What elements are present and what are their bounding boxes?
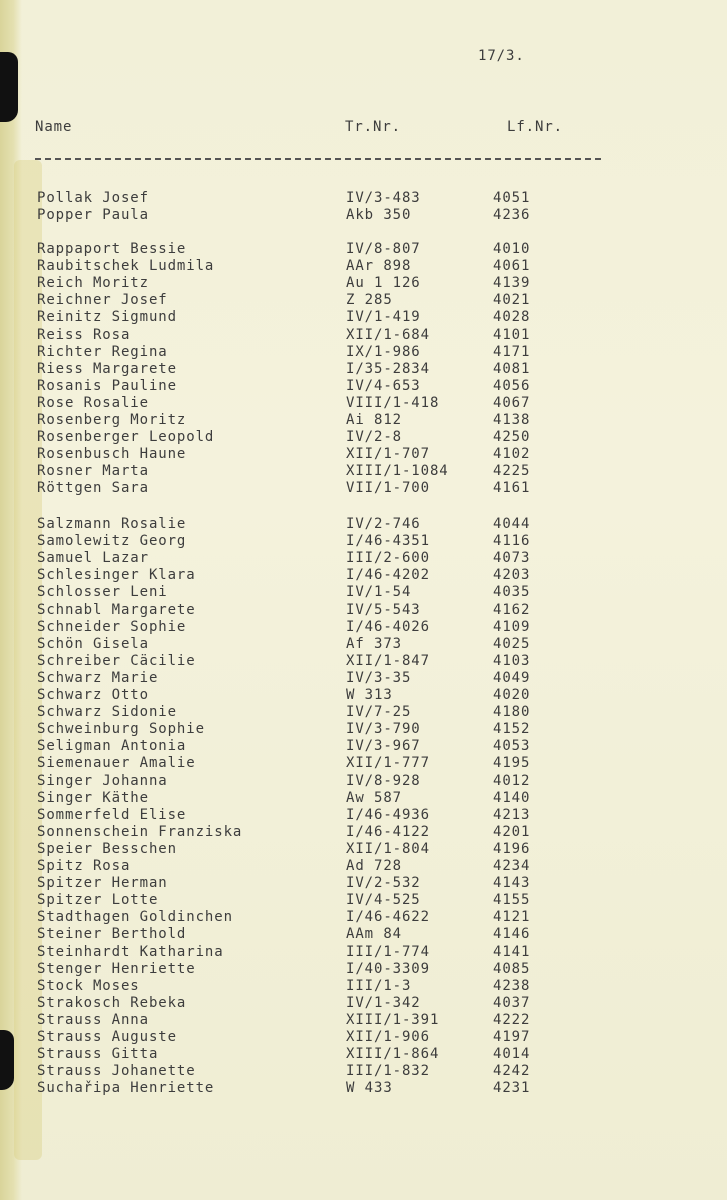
cell-lf-nr: 4155 bbox=[493, 892, 531, 909]
cell-name: Samuel Lazar bbox=[37, 550, 149, 567]
cell-name: Rappaport Bessie bbox=[37, 241, 187, 257]
cell-name: Schlesinger Klara bbox=[37, 567, 196, 584]
cell-lf-nr: 4101 bbox=[493, 326, 531, 343]
cell-name: Steinhardt Katharina bbox=[37, 943, 224, 960]
cell-tr-nr: IV/5-543 bbox=[346, 601, 421, 618]
table-row bbox=[0, 292, 727, 309]
table-row bbox=[0, 824, 727, 841]
cell-name: Schwarz Sidonie bbox=[37, 704, 177, 721]
cell-tr-nr: IV/4-653 bbox=[346, 377, 421, 394]
cell-name: Riess Margarete bbox=[37, 360, 177, 377]
table-row bbox=[0, 892, 727, 909]
cell-tr-nr: Akb 350 bbox=[346, 207, 412, 224]
cell-name: Schwarz Otto bbox=[37, 687, 149, 703]
cell-lf-nr: 4197 bbox=[493, 1029, 531, 1045]
table-row bbox=[0, 241, 727, 258]
cell-lf-nr: 4180 bbox=[493, 704, 531, 721]
table-row bbox=[0, 653, 727, 670]
cell-tr-nr: W 433 bbox=[346, 1080, 393, 1097]
cell-name: Rosenbusch Haune bbox=[37, 446, 187, 463]
cell-tr-nr: IV/2-8 bbox=[346, 429, 402, 446]
cell-name: Speier Besschen bbox=[37, 840, 177, 857]
table-row bbox=[0, 361, 727, 378]
cell-lf-nr: 4021 bbox=[493, 292, 531, 309]
cell-name: Rosanis Pauline bbox=[37, 377, 177, 394]
cell-name: Steiner Berthold bbox=[37, 926, 187, 943]
column-header-name: Name bbox=[35, 119, 73, 135]
table-row bbox=[0, 909, 727, 926]
cell-name: Samolewitz Georg bbox=[37, 533, 187, 550]
cell-tr-nr: XII/1-777 bbox=[346, 755, 430, 772]
binder-hole-top bbox=[0, 52, 18, 122]
cell-tr-nr: VII/1-700 bbox=[346, 480, 430, 497]
cell-tr-nr: IV/1-54 bbox=[346, 584, 412, 601]
cell-lf-nr: 4138 bbox=[493, 412, 531, 428]
table-row bbox=[0, 1012, 727, 1029]
cell-tr-nr: XIII/1-864 bbox=[346, 1046, 440, 1063]
table-row bbox=[0, 207, 727, 224]
cell-lf-nr: 4231 bbox=[493, 1080, 531, 1097]
cell-tr-nr: III/2-600 bbox=[346, 550, 430, 567]
cell-name: Schneider Sophie bbox=[37, 618, 187, 635]
table-row bbox=[0, 773, 727, 790]
cell-lf-nr: 4109 bbox=[493, 618, 531, 635]
cell-tr-nr: XII/1-707 bbox=[346, 446, 430, 463]
cell-tr-nr: W 313 bbox=[346, 687, 393, 703]
table-row bbox=[0, 412, 727, 429]
table-row bbox=[0, 1029, 727, 1046]
cell-name: Salzmann Rosalie bbox=[37, 516, 187, 532]
cell-lf-nr: 4238 bbox=[493, 977, 531, 994]
cell-name: Singer Käthe bbox=[37, 789, 149, 806]
table-row bbox=[0, 463, 727, 480]
cell-name: Sommerfeld Elise bbox=[37, 806, 187, 823]
table-row bbox=[0, 258, 727, 275]
cell-lf-nr: 4085 bbox=[493, 960, 531, 977]
table-row bbox=[0, 926, 727, 943]
cell-lf-nr: 4044 bbox=[493, 516, 531, 532]
table-row bbox=[0, 567, 727, 584]
cell-name: Stadthagen Goldinchen bbox=[37, 909, 233, 926]
column-header-lf-nr: Lf.Nr. bbox=[507, 119, 563, 135]
cell-tr-nr: IX/1-986 bbox=[346, 343, 421, 360]
cell-name: Schnabl Margarete bbox=[37, 601, 196, 618]
table-row bbox=[0, 978, 727, 995]
cell-tr-nr: III/1-832 bbox=[346, 1063, 430, 1080]
cell-tr-nr: AAr 898 bbox=[346, 258, 412, 275]
cell-lf-nr: 4051 bbox=[493, 190, 531, 206]
table-row bbox=[0, 395, 727, 412]
table-row bbox=[0, 327, 727, 344]
cell-tr-nr: III/1-774 bbox=[346, 943, 430, 960]
cell-tr-nr: IV/4-525 bbox=[346, 892, 421, 909]
cell-tr-nr: IV/2-746 bbox=[346, 516, 421, 532]
cell-name: Rosner Marta bbox=[37, 463, 149, 480]
table-row bbox=[0, 378, 727, 395]
cell-tr-nr: IV/8-928 bbox=[346, 772, 421, 789]
table-row bbox=[0, 875, 727, 892]
cell-tr-nr: I/46-4936 bbox=[346, 806, 430, 823]
cell-name: Siemenauer Amalie bbox=[37, 755, 196, 772]
cell-lf-nr: 4081 bbox=[493, 360, 531, 377]
cell-lf-nr: 4103 bbox=[493, 652, 531, 669]
table-row bbox=[0, 602, 727, 619]
cell-name: Reinitz Sigmund bbox=[37, 309, 177, 326]
cell-name: Singer Johanna bbox=[37, 772, 168, 789]
cell-tr-nr: Ai 812 bbox=[346, 412, 402, 428]
cell-name: Strauss Johanette bbox=[37, 1063, 196, 1080]
cell-name: Stock Moses bbox=[37, 977, 140, 994]
page-number: 17/3. bbox=[478, 48, 525, 64]
cell-name: Sonnenschein Franziska bbox=[37, 823, 243, 840]
table-row bbox=[0, 1063, 727, 1080]
cell-tr-nr: III/1-3 bbox=[346, 977, 412, 994]
cell-lf-nr: 4141 bbox=[493, 943, 531, 960]
cell-tr-nr: IV/3-967 bbox=[346, 738, 421, 755]
cell-name: Schweinburg Sophie bbox=[37, 721, 205, 738]
cell-lf-nr: 4242 bbox=[493, 1063, 531, 1080]
cell-name: Popper Paula bbox=[37, 207, 149, 224]
cell-name: Strakosch Rebeka bbox=[37, 994, 187, 1011]
cell-lf-nr: 4236 bbox=[493, 207, 531, 224]
table-row bbox=[0, 704, 727, 721]
cell-lf-nr: 4250 bbox=[493, 429, 531, 446]
table-row bbox=[0, 790, 727, 807]
cell-lf-nr: 4056 bbox=[493, 377, 531, 394]
cell-tr-nr: Af 373 bbox=[346, 635, 402, 652]
cell-name: Schwarz Marie bbox=[37, 669, 159, 686]
cell-lf-nr: 4222 bbox=[493, 1011, 531, 1028]
table-row bbox=[0, 309, 727, 326]
cell-lf-nr: 4121 bbox=[493, 909, 531, 926]
cell-tr-nr: IV/2-532 bbox=[346, 875, 421, 892]
cell-tr-nr: XII/1-804 bbox=[346, 840, 430, 857]
cell-lf-nr: 4012 bbox=[493, 772, 531, 789]
cell-lf-nr: 4061 bbox=[493, 258, 531, 275]
cell-tr-nr: I/46-4351 bbox=[346, 533, 430, 550]
cell-lf-nr: 4213 bbox=[493, 806, 531, 823]
table-row bbox=[0, 446, 727, 463]
table-row bbox=[0, 190, 727, 207]
cell-lf-nr: 4010 bbox=[493, 241, 531, 257]
cell-tr-nr: IV/1-342 bbox=[346, 994, 421, 1011]
table-row bbox=[0, 550, 727, 567]
cell-tr-nr: IV/1-419 bbox=[346, 309, 421, 326]
cell-tr-nr: XIII/1-391 bbox=[346, 1011, 440, 1028]
cell-lf-nr: 4025 bbox=[493, 635, 531, 652]
table-row bbox=[0, 721, 727, 738]
cell-name: Reich Moritz bbox=[37, 275, 149, 292]
cell-name: Pollak Josef bbox=[37, 190, 149, 206]
cell-lf-nr: 4234 bbox=[493, 858, 531, 874]
cell-tr-nr: Z 285 bbox=[346, 292, 393, 309]
table-row bbox=[0, 344, 727, 361]
cell-lf-nr: 4171 bbox=[493, 343, 531, 360]
header-rule bbox=[35, 158, 601, 160]
cell-name: Spitzer Herman bbox=[37, 875, 168, 892]
table-row bbox=[0, 619, 727, 636]
table-row bbox=[0, 961, 727, 978]
cell-name: Schlosser Leni bbox=[37, 584, 168, 601]
cell-name: Raubitschek Ludmila bbox=[37, 258, 215, 275]
table-row bbox=[0, 533, 727, 550]
cell-lf-nr: 4195 bbox=[493, 755, 531, 772]
cell-name: Seligman Antonia bbox=[37, 738, 187, 755]
cell-name: Rose Rosalie bbox=[37, 394, 149, 411]
table-row bbox=[0, 738, 727, 755]
cell-lf-nr: 4014 bbox=[493, 1046, 531, 1063]
cell-name: Strauss Anna bbox=[37, 1011, 149, 1028]
cell-tr-nr: XII/1-906 bbox=[346, 1029, 430, 1045]
cell-tr-nr: IV/8-807 bbox=[346, 241, 421, 257]
cell-name: Schön Gisela bbox=[37, 635, 149, 652]
cell-lf-nr: 4140 bbox=[493, 789, 531, 806]
cell-tr-nr: IV/7-25 bbox=[346, 704, 412, 721]
cell-name: Strauss Auguste bbox=[37, 1029, 177, 1045]
table-row bbox=[0, 516, 727, 533]
cell-lf-nr: 4143 bbox=[493, 875, 531, 892]
cell-lf-nr: 4152 bbox=[493, 721, 531, 738]
cell-name: Stenger Henriette bbox=[37, 960, 196, 977]
cell-tr-nr: I/46-4202 bbox=[346, 567, 430, 584]
table-row bbox=[0, 1080, 727, 1097]
cell-lf-nr: 4049 bbox=[493, 669, 531, 686]
cell-lf-nr: 4116 bbox=[493, 533, 531, 550]
cell-lf-nr: 4102 bbox=[493, 446, 531, 463]
cell-lf-nr: 4020 bbox=[493, 687, 531, 703]
cell-tr-nr: IV/3-483 bbox=[346, 190, 421, 206]
column-header-tr-nr: Tr.Nr. bbox=[345, 119, 401, 135]
cell-name: Rosenberger Leopold bbox=[37, 429, 215, 446]
cell-tr-nr: XIII/1-1084 bbox=[346, 463, 449, 480]
cell-lf-nr: 4037 bbox=[493, 994, 531, 1011]
cell-tr-nr: Ad 728 bbox=[346, 858, 402, 874]
cell-name: Spitzer Lotte bbox=[37, 892, 159, 909]
cell-lf-nr: 4139 bbox=[493, 275, 531, 292]
table-row bbox=[0, 636, 727, 653]
table-row bbox=[0, 1046, 727, 1063]
cell-name: Strauss Gitta bbox=[37, 1046, 159, 1063]
cell-name: Suchařipa Henriette bbox=[37, 1080, 215, 1097]
cell-name: Rosenberg Moritz bbox=[37, 412, 187, 428]
table-row bbox=[0, 807, 727, 824]
table-row bbox=[0, 841, 727, 858]
cell-name: Richter Regina bbox=[37, 343, 168, 360]
cell-tr-nr: Au 1 126 bbox=[346, 275, 421, 292]
cell-name: Schreiber Cäcilie bbox=[37, 652, 196, 669]
table-row bbox=[0, 670, 727, 687]
cell-tr-nr: AAm 84 bbox=[346, 926, 402, 943]
cell-lf-nr: 4067 bbox=[493, 394, 531, 411]
table-row bbox=[0, 687, 727, 704]
cell-lf-nr: 4196 bbox=[493, 840, 531, 857]
table-row bbox=[0, 275, 727, 292]
table-row bbox=[0, 944, 727, 961]
cell-tr-nr: IV/3-790 bbox=[346, 721, 421, 738]
cell-tr-nr: I/46-4122 bbox=[346, 823, 430, 840]
cell-tr-nr: I/46-4026 bbox=[346, 618, 430, 635]
table-row bbox=[0, 429, 727, 446]
cell-tr-nr: I/46-4622 bbox=[346, 909, 430, 926]
cell-lf-nr: 4146 bbox=[493, 926, 531, 943]
cell-tr-nr: XII/1-847 bbox=[346, 652, 430, 669]
cell-name: Reiss Rosa bbox=[37, 326, 131, 343]
cell-lf-nr: 4028 bbox=[493, 309, 531, 326]
cell-tr-nr: XII/1-684 bbox=[346, 326, 430, 343]
cell-tr-nr: I/40-3309 bbox=[346, 960, 430, 977]
cell-lf-nr: 4073 bbox=[493, 550, 531, 567]
table-row bbox=[0, 480, 727, 497]
cell-lf-nr: 4162 bbox=[493, 601, 531, 618]
cell-tr-nr: IV/3-35 bbox=[346, 669, 412, 686]
table-row bbox=[0, 755, 727, 772]
cell-name: Reichner Josef bbox=[37, 292, 168, 309]
table-row bbox=[0, 995, 727, 1012]
cell-lf-nr: 4035 bbox=[493, 584, 531, 601]
cell-lf-nr: 4201 bbox=[493, 823, 531, 840]
cell-lf-nr: 4053 bbox=[493, 738, 531, 755]
cell-lf-nr: 4203 bbox=[493, 567, 531, 584]
cell-lf-nr: 4225 bbox=[493, 463, 531, 480]
cell-name: Röttgen Sara bbox=[37, 480, 149, 497]
cell-tr-nr: VIII/1-418 bbox=[346, 394, 440, 411]
table-row bbox=[0, 858, 727, 875]
cell-name: Spitz Rosa bbox=[37, 858, 131, 874]
table-row bbox=[0, 584, 727, 601]
cell-tr-nr: I/35-2834 bbox=[346, 360, 430, 377]
cell-tr-nr: Aw 587 bbox=[346, 789, 402, 806]
cell-lf-nr: 4161 bbox=[493, 480, 531, 497]
